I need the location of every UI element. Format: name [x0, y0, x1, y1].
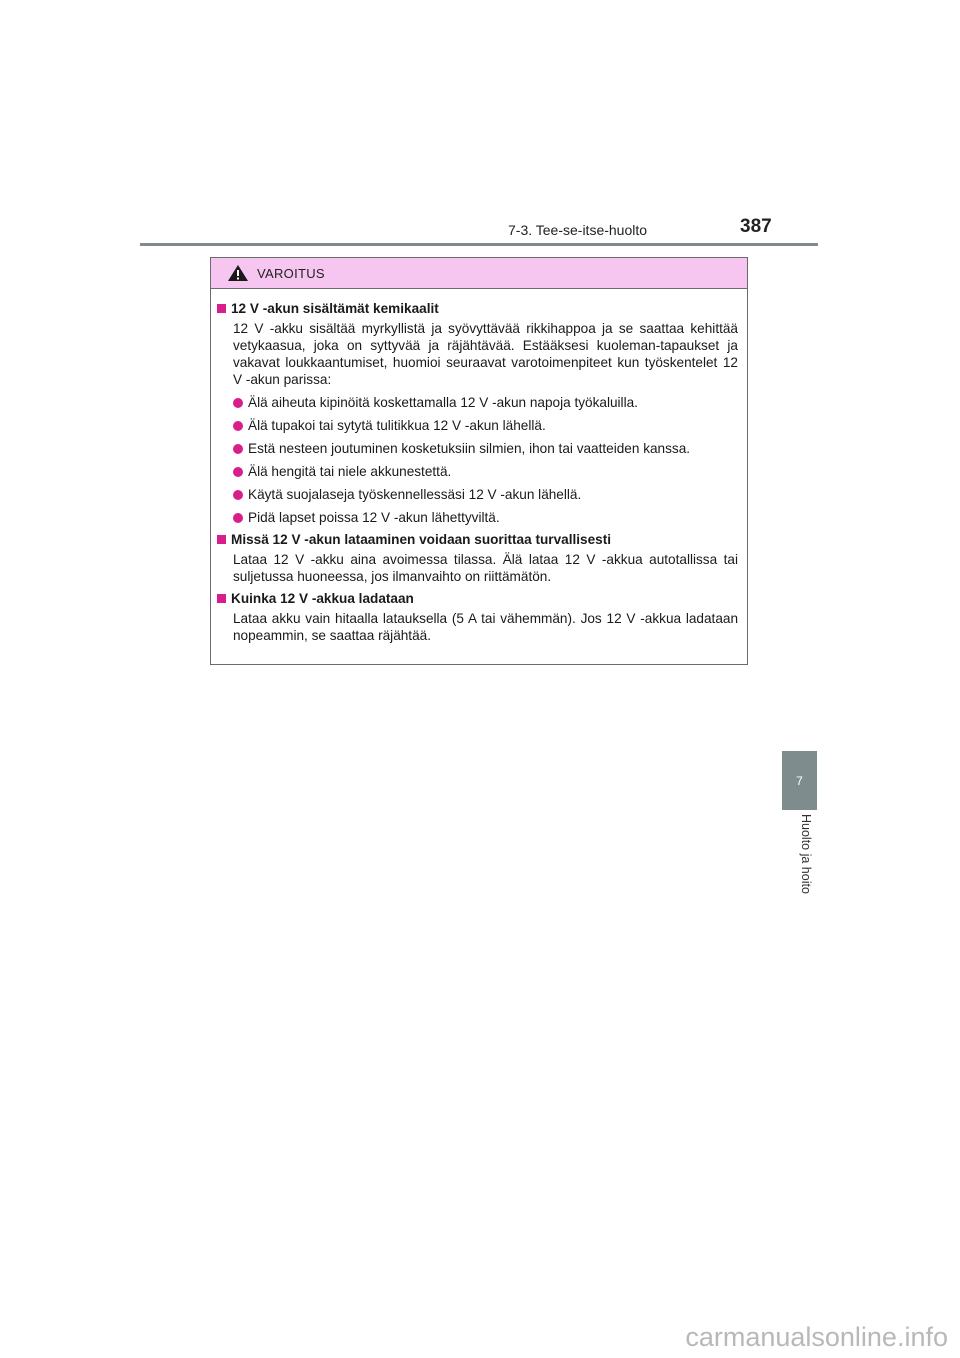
- bullet-item: [217, 509, 738, 526]
- bullet-text: Käytä suojalaseja työskennellessäsi 12 V -akun lähellä.: [248, 487, 582, 502]
- chapter-tab[interactable]: 7: [782, 751, 817, 810]
- warning-triangle-icon: [227, 264, 249, 282]
- section-paragraph: 12 V -akku sisältää myrkyllistä ja syövyttävää rikkihappoa ja se saattaa kehittää vetykaasua, joka on syttyvää ja räjähtävää. Estääksesi kuoleman-tapaukset ja vakavat loukkaantumiset, huomioi seuraavat varotoimenpiteet kun työskentelet 12 V -akun parissa:: [233, 321, 738, 387]
- warning-body: [211, 289, 747, 644]
- circle-bullet-icon: [233, 467, 243, 477]
- square-bullet-icon: [217, 304, 226, 313]
- section-heading-text: Kuinka 12 V -akkua ladataan: [231, 591, 414, 606]
- circle-bullet-icon: [233, 421, 243, 431]
- header-rule: [140, 243, 818, 246]
- section-heading: [217, 589, 738, 608]
- bullet-item: [217, 463, 738, 480]
- circle-bullet-icon: [233, 490, 243, 500]
- section-paragraph: Lataa 12 V -akku aina avoimessa tilassa. Älä lataa 12 V -akkua autotallissa tai suljetussa huoneessa, jos ilmanvaihto on riittämätön.: [233, 552, 738, 584]
- bullet-text: Älä tupakoi tai sytytä tulitikkua 12 V -akun lähellä.: [248, 418, 546, 433]
- circle-bullet-icon: [233, 398, 243, 408]
- bullet-item: [217, 486, 738, 503]
- bullet-item: [217, 440, 738, 457]
- warning-section: [217, 589, 738, 644]
- page-number: 387: [740, 216, 772, 237]
- section-heading: [217, 299, 738, 318]
- bullet-item: [217, 394, 738, 411]
- warning-section: [217, 299, 738, 526]
- warning-box: [210, 257, 748, 665]
- square-bullet-icon: [217, 594, 226, 603]
- warning-title: VAROITUS: [257, 265, 325, 281]
- watermark: carmanualsonline.info: [685, 1322, 948, 1352]
- section-header: 7-3. Tee-se-itse-huolto: [508, 222, 648, 238]
- bullet-item: [217, 417, 738, 434]
- circle-bullet-icon: [233, 444, 243, 454]
- section-heading-text: Missä 12 V -akun lataaminen voidaan suorittaa turvallisesti: [231, 532, 612, 547]
- bullet-text: Estä nesteen joutuminen kosketuksiin silmien, ihon tai vaatteiden kanssa.: [248, 441, 691, 456]
- section-paragraph: Lataa akku vain hitaalla latauksella (5 A tai vähemmän). Jos 12 V -akkua ladataan nopeammin, se saattaa räjähtää.: [233, 611, 738, 643]
- bullet-text: Älä aiheuta kipinöitä koskettamalla 12 V -akun napoja työkaluilla.: [248, 395, 638, 410]
- chapter-label: Huolto ja hoito: [799, 814, 813, 894]
- warning-header: [211, 258, 747, 289]
- bullet-text: Pidä lapset poissa 12 V -akun lähettyviltä.: [248, 510, 500, 525]
- bullet-text: Älä hengitä tai niele akkunestettä.: [248, 464, 452, 479]
- section-heading: [217, 530, 738, 549]
- square-bullet-icon: [217, 535, 226, 544]
- warning-section: [217, 530, 738, 585]
- section-heading-text: 12 V -akun sisältämät kemikaalit: [231, 301, 439, 316]
- circle-bullet-icon: [233, 513, 243, 523]
